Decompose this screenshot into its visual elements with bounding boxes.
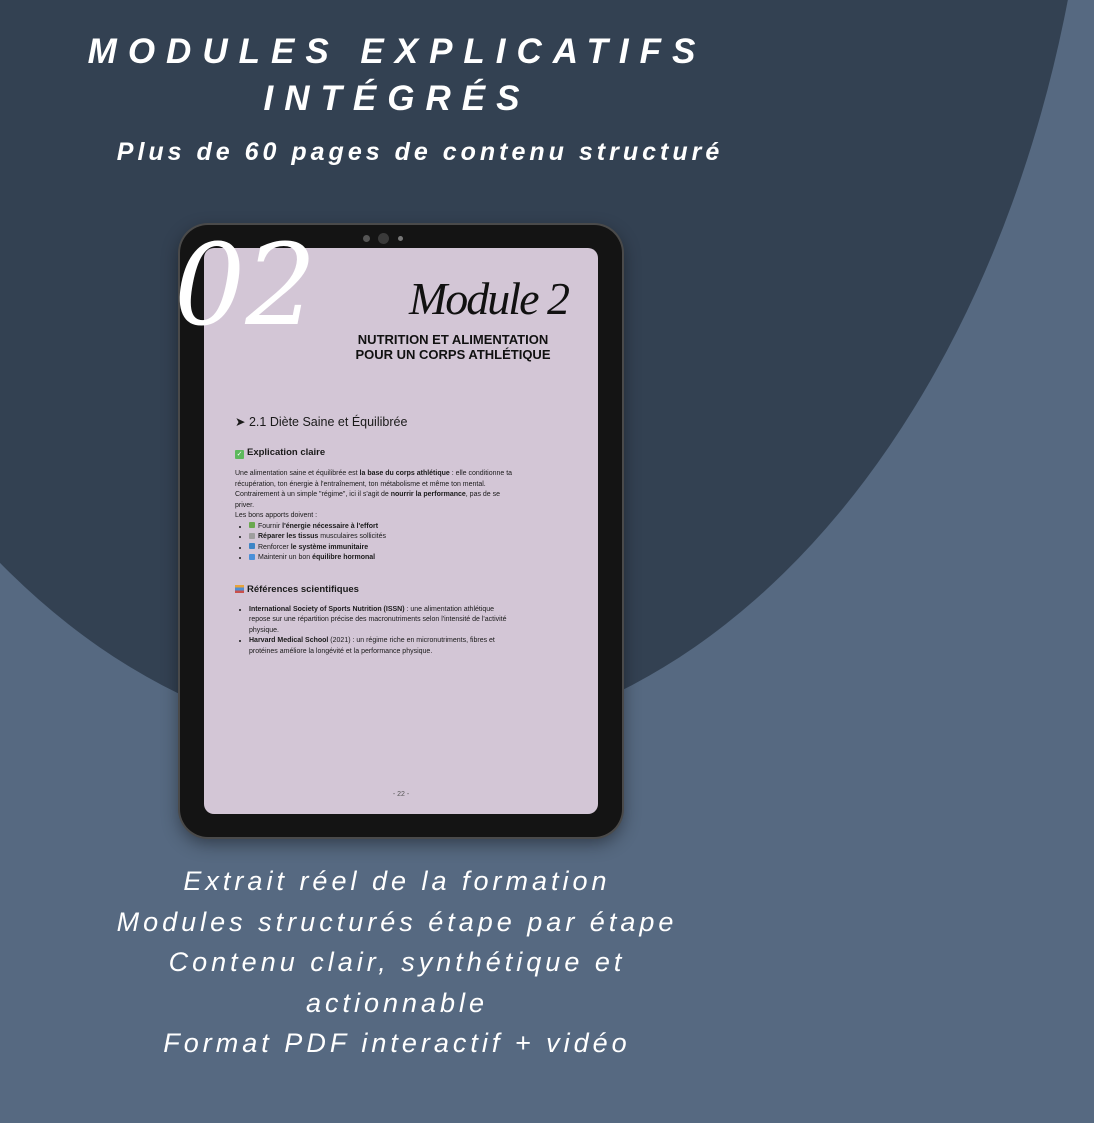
- camera-icon: [378, 233, 389, 244]
- bullet-text: Fournir: [258, 522, 283, 530]
- shield-icon: [249, 543, 255, 549]
- module-number: 02: [174, 221, 317, 351]
- list-item: [249, 636, 515, 657]
- feature-line: Contenu clair, synthétique et: [168, 947, 626, 977]
- para2-text-a: Contrairement à un simple "régime", ici il s'agit de: [235, 491, 391, 498]
- reference-text: (2021) : un régime riche en micronutriments, fibres et protéines améliore la longévité et la performance physique.: [249, 637, 495, 655]
- explanation-heading-text: Explication claire: [247, 447, 326, 458]
- references-heading: [235, 584, 515, 595]
- headline-subtitle: Plus de 60 pages de contenu structuré: [116, 138, 724, 166]
- list-item: [249, 522, 515, 533]
- list-item: [249, 532, 515, 543]
- section-title-text: 2.1 Diète Saine et Équilibrée: [248, 415, 408, 429]
- bullet-text-bold: l'énergie nécessaire à l'effort: [282, 522, 379, 530]
- para1-text-a: Une alimentation saine et équilibrée est: [235, 470, 360, 477]
- reference-source: International Society of Sports Nutrition (ISSN): [249, 605, 405, 613]
- benefits-list: [235, 522, 515, 564]
- battery-icon: [249, 522, 255, 528]
- para1-text-bold: la base du corps athlétique: [359, 470, 450, 477]
- headline-line-1: MODULES EXPLICATIFS: [87, 32, 707, 71]
- feature-list: [0, 861, 794, 1064]
- cycle-icon: [249, 554, 255, 560]
- para1-text-c: : elle conditionne ta récupération, ton énergie à l'entraînement, ton métabolisme et même ton mental.: [235, 470, 513, 488]
- explanation-heading: [235, 447, 515, 459]
- feature-line: Modules structurés étape par étape: [116, 906, 678, 937]
- references-section: [235, 584, 515, 658]
- module-subtitle: NUTRITION ET ALIMENTATION POUR UN CORPS ATHLÉTIQUE: [355, 332, 551, 362]
- tablet-device: [174, 221, 622, 837]
- arrow-icon: ➤: [235, 415, 246, 429]
- wrench-icon: [249, 533, 255, 539]
- module-content: [235, 414, 515, 657]
- headline-line-2: INTÉGRÉS: [263, 79, 531, 118]
- bullet-text: Maintenir un bon: [258, 554, 313, 561]
- explanation-paragraph-1: [235, 469, 515, 490]
- para2-text-c: , pas de se priver.: [235, 491, 501, 509]
- para2-text-bold: nourrir la performance: [390, 491, 466, 498]
- bullet-text-bold: le système immunitaire: [290, 543, 369, 551]
- reference-source: Harvard Medical School: [249, 637, 329, 644]
- section-title: [235, 414, 515, 429]
- light-sensor-dot: [398, 236, 403, 241]
- explanation-paragraph-3: Les bons apports doivent :: [235, 512, 318, 519]
- references-heading-text: Références scientifiques: [247, 583, 359, 595]
- bullet-text-end: musculaires sollicités: [318, 533, 386, 540]
- tablet-screen: [174, 221, 598, 814]
- module-title: Module 2: [408, 273, 568, 324]
- bullet-text-bold: équilibre hormonal: [312, 554, 376, 561]
- books-icon: [235, 585, 244, 593]
- list-item: [249, 543, 515, 554]
- page-number: - 22 -: [392, 791, 410, 798]
- list-item: [249, 553, 515, 564]
- bullet-text: Renforcer: [258, 543, 291, 551]
- feature-line: Extrait réel de la formation: [183, 866, 611, 896]
- reference-text: : une alimentation athlétique repose sur une répartition précise des macronutriments selon l'intensité de l'activité physique.: [249, 605, 507, 634]
- feature-line: actionnable: [305, 987, 489, 1018]
- list-item: [249, 605, 515, 637]
- explanation-paragraph-2: [235, 490, 515, 511]
- sensor-dot: [363, 235, 370, 242]
- check-icon: ✓: [236, 451, 243, 458]
- feature-line: Format PDF interactif + vidéo: [163, 1028, 631, 1058]
- bullet-text-bold: Réparer les tissus: [258, 533, 319, 540]
- references-list: [235, 605, 515, 658]
